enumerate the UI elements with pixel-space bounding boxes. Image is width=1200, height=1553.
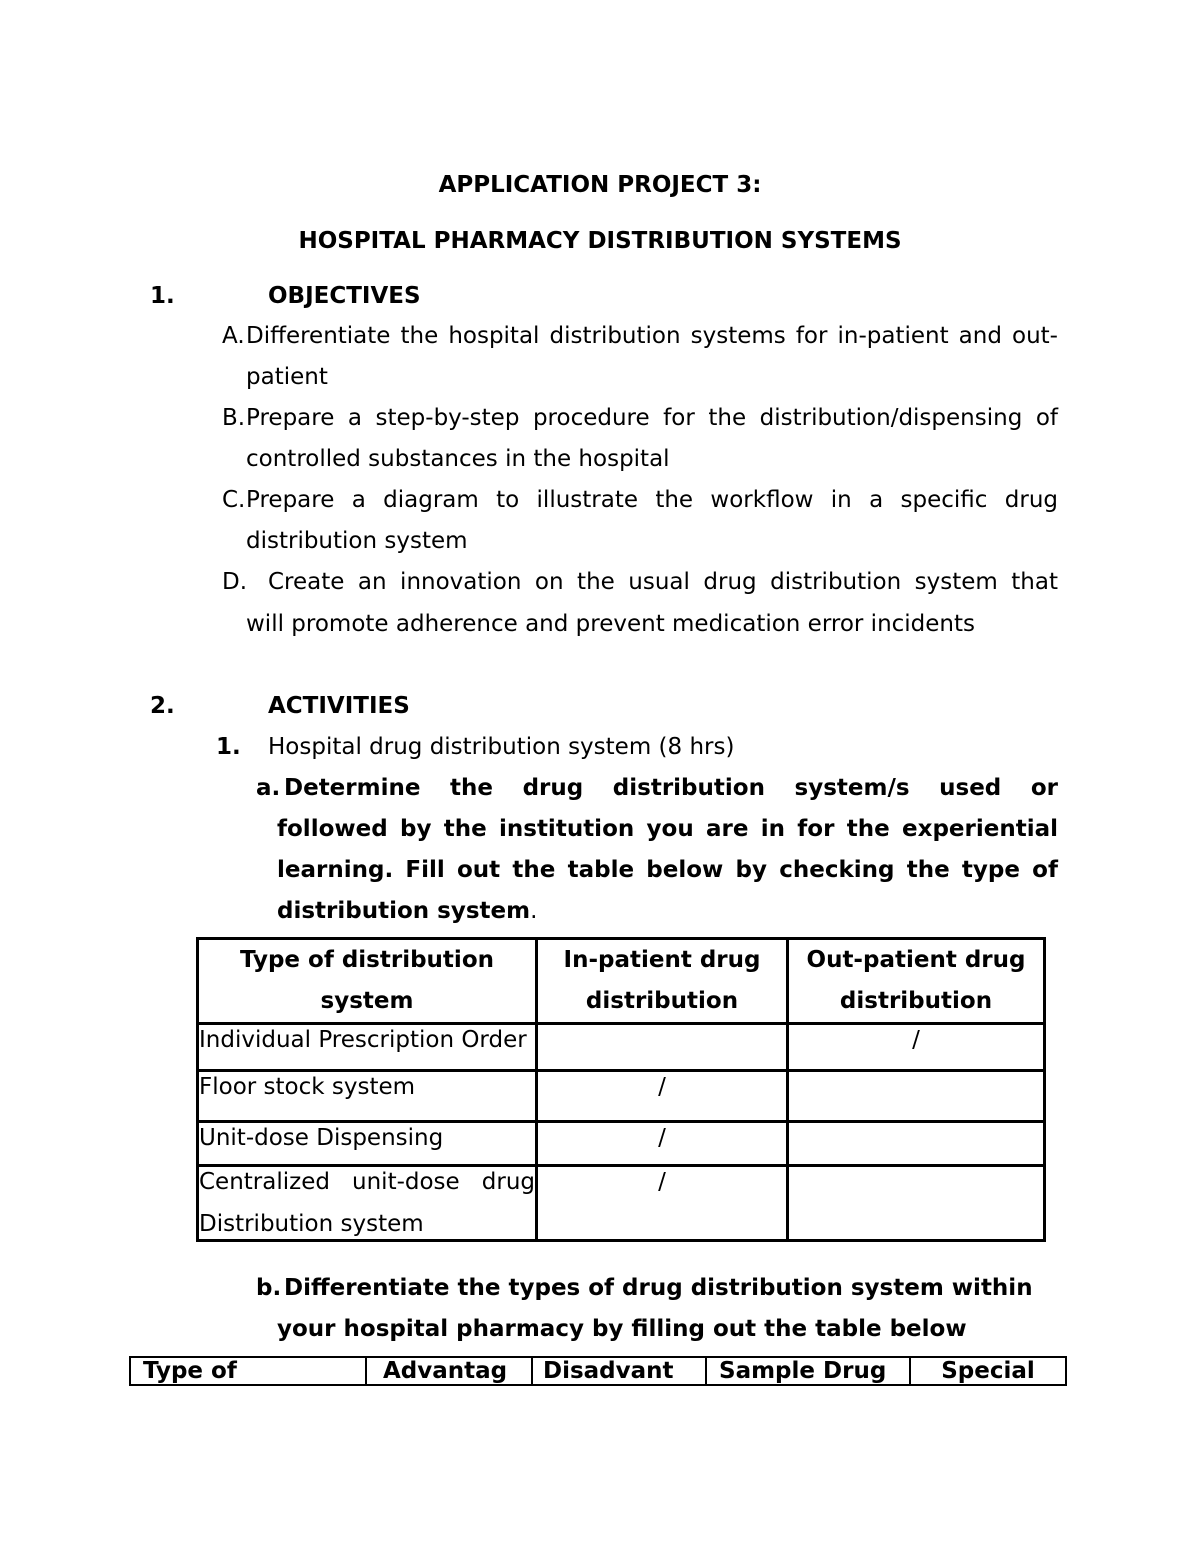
objective-c-label: C. [222, 487, 246, 513]
objective-b-label: B. [222, 405, 246, 431]
table1-cell-outpatient-checkbox[interactable] [788, 1122, 1045, 1166]
task-b-line1: Differentiate the types of drug distribution system within [284, 1275, 1033, 1301]
task-a-line4: distribution system [277, 898, 531, 924]
table1-header-type-line1: Type of distribution [240, 947, 494, 973]
table1-cell-type: Individual Prescription Order [198, 1024, 537, 1071]
table1-header-outpatient-line1: Out-patient drug [806, 947, 1026, 973]
section1-heading: OBJECTIVES [268, 283, 421, 309]
document-subtitle: HOSPITAL PHARMACY DISTRIBUTION SYSTEMS [298, 228, 902, 254]
table-row [198, 1122, 1045, 1166]
distribution-type-table [196, 937, 1046, 1242]
document-title: APPLICATION PROJECT 3: [438, 172, 762, 198]
section1-number: 1. [150, 283, 175, 309]
table1-cell-outpatient-checkbox[interactable]: / [788, 1024, 1045, 1071]
objective-b-line1: Prepare a step-by-step procedure for the distribution/dispensing of [246, 405, 1058, 431]
task-a-line3: learning. Fill out the table below by checking the type of [277, 857, 1058, 883]
objective-d-line1: Create an innovation on the usual drug distribution system that [268, 569, 1058, 595]
table1-header-outpatient [788, 939, 1045, 1024]
distribution-comparison-table [129, 1356, 1067, 1386]
table2-header-advantages: Advantag [366, 1357, 532, 1385]
activity1-number: 1. [216, 734, 241, 760]
objective-a-label: A. [222, 323, 245, 349]
objective-d-line2: will promote adherence and prevent medication error incidents [246, 611, 976, 637]
table1-header-inpatient [537, 939, 788, 1024]
table2-header-sample-drug: Sample Drug [706, 1357, 910, 1385]
table2-header-special: Special [910, 1357, 1066, 1385]
task-b-label: b. [256, 1275, 282, 1301]
objective-a-line1: Differentiate the hospital distribution systems for in-patient and out- [246, 323, 1058, 349]
table1-header-type [198, 939, 537, 1024]
table1-header-type-line2: system [320, 988, 414, 1014]
table1-header-outpatient-line2: distribution [839, 988, 993, 1014]
table1-cell-inpatient-checkbox[interactable]: / [537, 1166, 788, 1241]
table1-cell-type-line1: Centralized unit-dose drug [199, 1169, 535, 1195]
table2-header-disadvantages: Disadvant [532, 1357, 706, 1385]
table1-cell-inpatient-checkbox[interactable] [537, 1024, 788, 1071]
table1-cell-type: Unit-dose Dispensing [198, 1122, 537, 1166]
section2-heading: ACTIVITIES [268, 693, 410, 719]
table1-cell-outpatient-checkbox[interactable] [788, 1071, 1045, 1122]
table1-header-row [198, 939, 1045, 1024]
objective-b-line2: controlled substances in the hospital [246, 446, 670, 472]
section2-number: 2. [150, 693, 175, 719]
task-a-line4-wrap [277, 898, 537, 924]
table-row [198, 1071, 1045, 1122]
table2-header-row [130, 1357, 1066, 1385]
objective-a-line2: patient [246, 364, 328, 390]
table1-cell-type-line2: Distribution system [199, 1211, 424, 1237]
table2-header-type: Type of [130, 1357, 366, 1385]
table-row [198, 1166, 1045, 1241]
table1-header-inpatient-line1: In-patient drug [563, 947, 761, 973]
objective-c-line2: distribution system [246, 528, 468, 554]
task-a-label: a. [256, 775, 281, 801]
table1-cell-type: Floor stock system [198, 1071, 537, 1122]
task-a-line2: followed by the institution you are in for the experiential [277, 816, 1058, 842]
table1-cell-inpatient-checkbox[interactable]: / [537, 1071, 788, 1122]
objective-d-label: D. [222, 569, 248, 595]
activity1-text: Hospital drug distribution system (8 hrs) [268, 734, 735, 760]
objective-c-line1: Prepare a diagram to illustrate the workflow in a specific drug [246, 487, 1058, 513]
table-row [198, 1024, 1045, 1071]
table1-cell-type [198, 1166, 537, 1241]
table1-cell-outpatient-checkbox[interactable] [788, 1166, 1045, 1241]
table1-cell-inpatient-checkbox[interactable]: / [537, 1122, 788, 1166]
task-a-line4-period: . [530, 898, 538, 924]
task-b-line2: your hospital pharmacy by filling out the table below [277, 1316, 967, 1342]
table1-header-inpatient-line2: distribution [585, 988, 739, 1014]
task-a-line1: Determine the drug distribution system/s used or [284, 775, 1058, 801]
